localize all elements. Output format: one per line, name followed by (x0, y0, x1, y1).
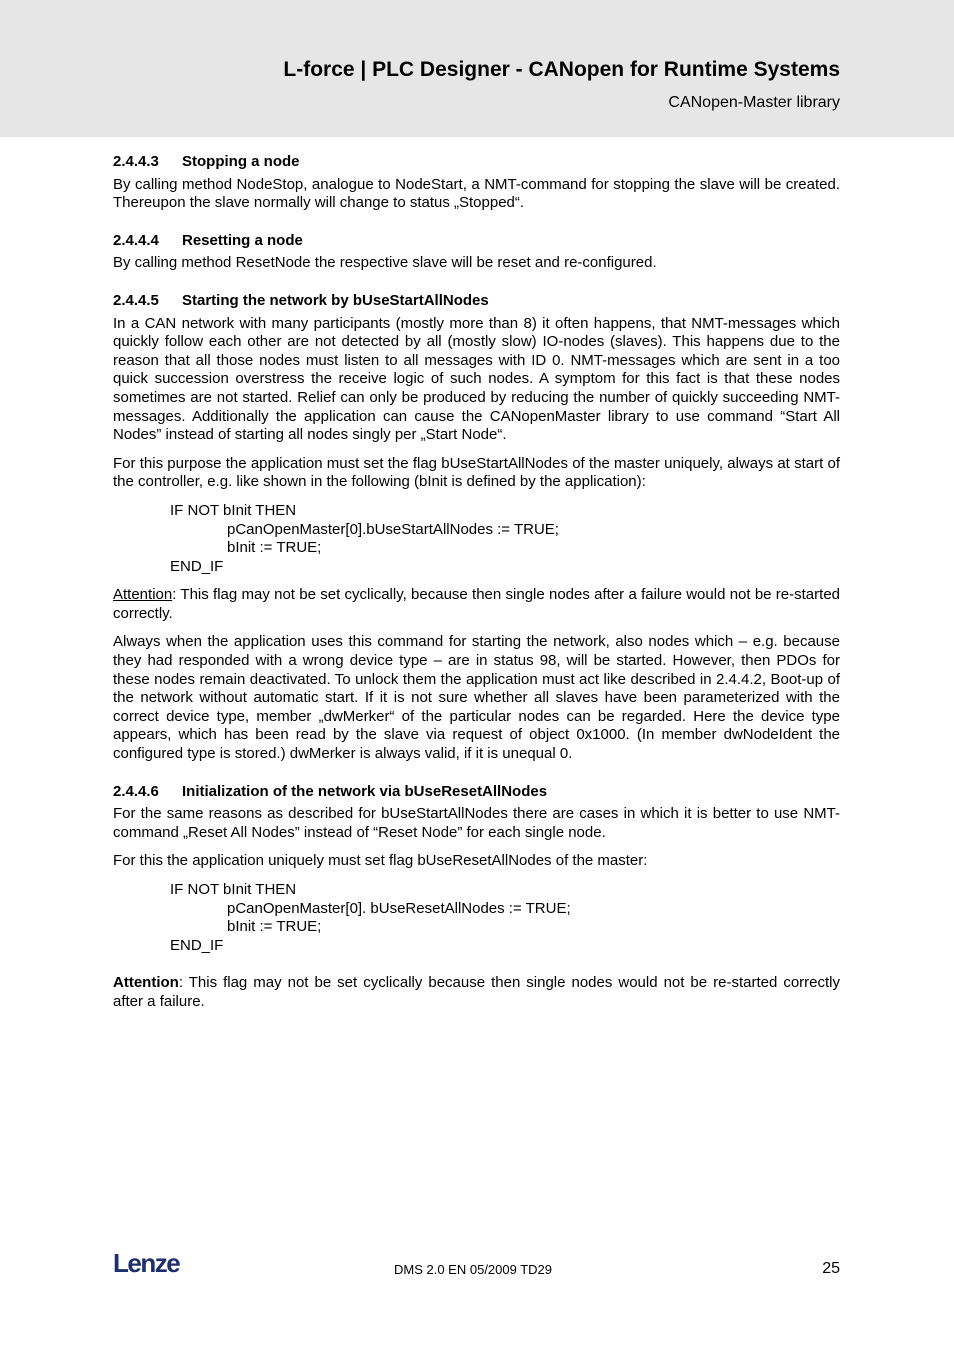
document-subtitle: CANopen-Master library (668, 94, 840, 111)
section-number: 2.4.4.4 (113, 231, 159, 249)
code-line: bInit := TRUE; (227, 539, 322, 557)
code-line: pCanOpenMaster[0]. bUseResetAllNodes := TRUE; (227, 899, 571, 917)
paragraph: By calling method NodeStop, analogue to NodeStart, a NMT-command for stopping the slave will be created. Thereupon the slave normally will change to status „Stopped“. (113, 175, 840, 212)
section-number: 2.4.4.5 (113, 291, 159, 309)
code-line: END_IF (170, 557, 224, 575)
code-line: bInit := TRUE; (227, 918, 322, 936)
paragraph: By calling method ResetNode the respective slave will be reset and re-configured. (113, 254, 657, 272)
section-heading-2-4-4-4 (113, 232, 840, 251)
code-line: IF NOT bInit THEN (170, 881, 297, 898)
section-heading-2-4-4-5 (113, 292, 840, 311)
code-line: IF NOT bInit THEN (170, 501, 297, 519)
paragraph: For the same reasons as described for bUseStartAllNodes there are cases in which it is better to use NMT-command „Reset All Nodes” instead of “Reset Node” for each single node. (113, 805, 840, 841)
paragraph: Always when the application uses this command for starting the network, also nodes which – e.g. because they had responded with a wrong device type – are in status 98, will be started. However, then PDOs for these nodes remain deactivated. To unlock them the application must act like described in 2.4.4.2, Boot-up of the network without automatic start. If it is not sure whether all slaves have been parameterized with the correct device type, member „dwMerker“ of the particular nodes can be regarded. Here the device type appears, which has been read by the slave via request of object 0x1000. (In member dwNodeIdent the configured type is stored.) dwMerker is always valid, if it is unequal 0. (113, 633, 840, 763)
section-title: Starting the network by bUseStartAllNodes (182, 291, 489, 309)
section-number: 2.4.4.3 (113, 153, 159, 170)
section-heading-2-4-4-3 (113, 153, 840, 172)
code-line: pCanOpenMaster[0].bUseStartAllNodes := TRUE; (227, 520, 559, 538)
attention-note (113, 586, 840, 623)
section-title: Stopping a node (182, 153, 300, 170)
page-content (113, 153, 840, 1022)
paragraph: For this the application uniquely must set flag bUseResetAllNodes of the master: (113, 852, 648, 870)
attention-note (113, 974, 840, 1011)
page-header (0, 0, 954, 137)
attention-label: Attention (113, 586, 173, 604)
paragraph: For this purpose the application must set the flag bUseStartAllNodes of the master uniquely, always at start of the controller, e.g. like shown in the following (bInit is defined by the application): (113, 454, 840, 491)
attention-label: Attention (113, 974, 179, 992)
attention-text: : This flag may not be set cyclically because then single nodes would not be re-started correctly after a failure. (113, 974, 840, 1010)
paragraph: In a CAN network with many participants (mostly more than 8) it often happens, that NMT-messages which quickly follow each other are not detected by all (mostly slow) IO-nodes (slaves). This happens due to the reason that all those nodes must listen to all messages with ID 0. NMT-messages which are sent in a too quick succession overstress the receive logic of such nodes. A symptom for this fact is that these nodes sometimes are not started. Relief can only be produced by reducing the number of quickly succeeding NMT-messages. Additionally the application can cause the CANopenMaster library to use command “Start All Nodes” instead of starting all nodes singly per „Start Node“. (113, 314, 840, 444)
section-heading-2-4-4-6 (113, 783, 840, 802)
document-title: L-force | PLC Designer - CANopen for Runtime Systems (283, 58, 840, 81)
section-title: Initialization of the network via bUseResetAllNodes (182, 782, 548, 800)
code-block (170, 502, 840, 576)
lenze-logo: Lenze (113, 1248, 180, 1278)
section-title: Resetting a node (182, 231, 303, 249)
section-number: 2.4.4.6 (113, 782, 159, 800)
code-line: END_IF (170, 936, 224, 954)
document-code: DMS 2.0 EN 05/2009 TD29 (394, 1262, 553, 1277)
code-block (170, 881, 840, 955)
attention-text: : This flag may not be set cyclically, because then single nodes after a failure would not be re-started correctly. (113, 586, 840, 622)
page-number: 25 (822, 1260, 840, 1277)
